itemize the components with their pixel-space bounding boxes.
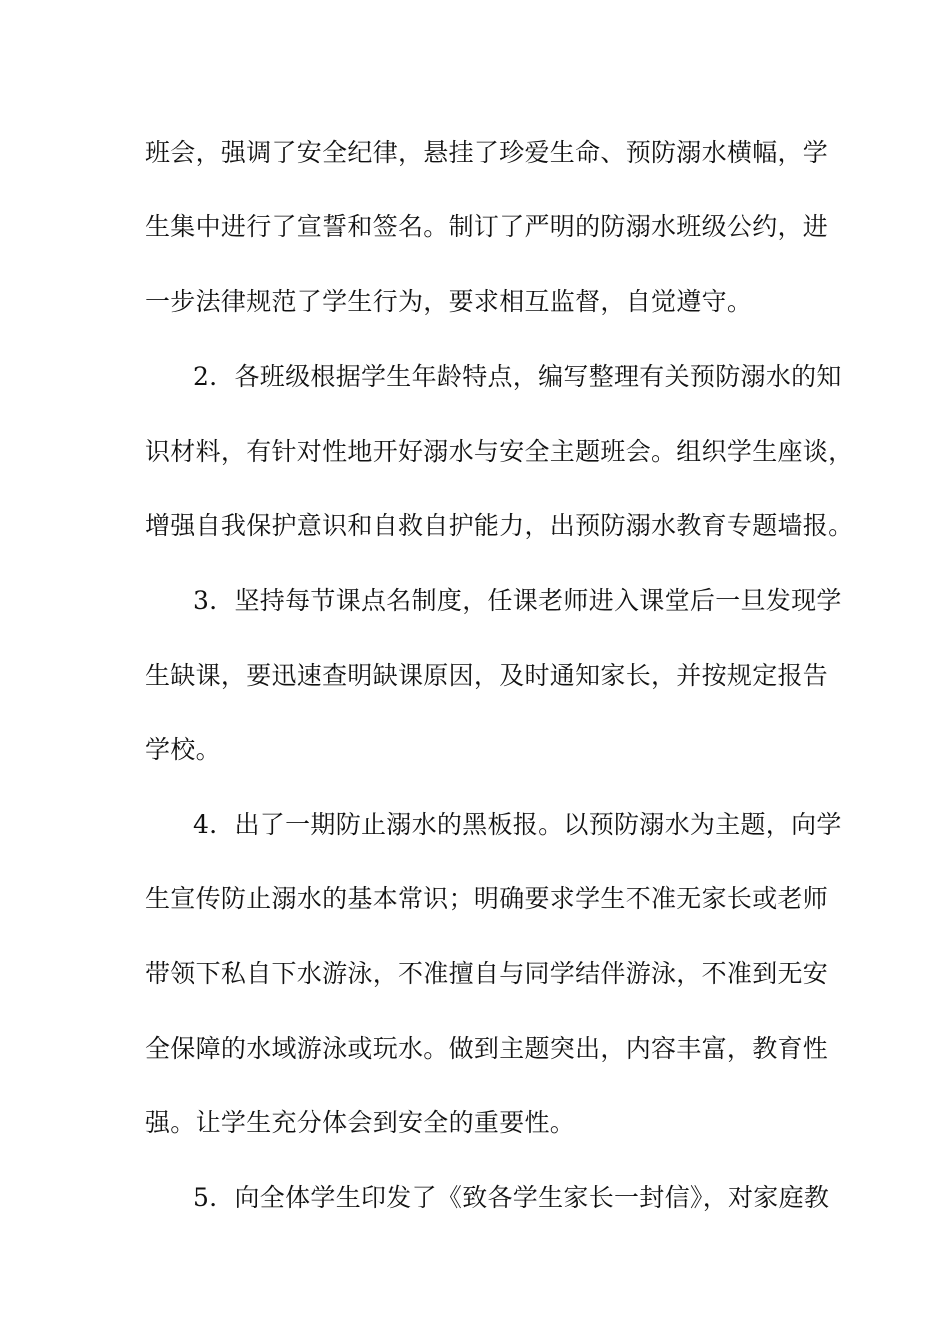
text-line-9: 学校。	[145, 735, 221, 764]
text-line-3: 一步法律规范了学生行为，要求相互监督，自觉遵守。	[145, 287, 753, 316]
text-line-14: 强。让学生充分体会到安全的重要性。	[145, 1108, 576, 1137]
text-line-12: 带领下私自下水游泳，不准擅自与同学结伴游泳，不准到无安	[145, 959, 829, 988]
text-line-5: 识材料，有针对性地开好溺水与安全主题班会。组织学生座谈，	[145, 437, 854, 466]
paragraph-2-line-1: 2．各班级根据学生年龄特点，编写整理有关预防溺水的知	[193, 362, 842, 391]
paragraph-3-line-1: 3．坚持每节课点名制度，任课老师进入课堂后一旦发现学	[193, 586, 842, 615]
text-line-1: 班会，强调了安全纪律，悬挂了珍爱生命、预防溺水横幅，学	[145, 138, 829, 167]
text-line-13: 全保障的水域游泳或玩水。做到主题突出，内容丰富，教育性	[145, 1034, 829, 1063]
text-line-11: 生宣传防止溺水的基本常识；明确要求学生不准无家长或老师	[145, 884, 829, 913]
text-line-6: 增强自我保护意识和自救自护能力，出预防溺水教育专题墙报。	[145, 511, 854, 540]
paragraph-5-line-1: 5．向全体学生印发了《致各学生家长一封信》，对家庭教	[193, 1183, 830, 1212]
text-line-8: 生缺课，要迅速查明缺课原因，及时通知家长，并按规定报告	[145, 661, 829, 690]
text-line-2: 生集中进行了宣誓和签名。制订了严明的防溺水班级公约，进	[145, 212, 829, 241]
paragraph-4-line-1: 4．出了一期防止溺水的黑板报。以预防溺水为主题，向学	[193, 810, 842, 839]
